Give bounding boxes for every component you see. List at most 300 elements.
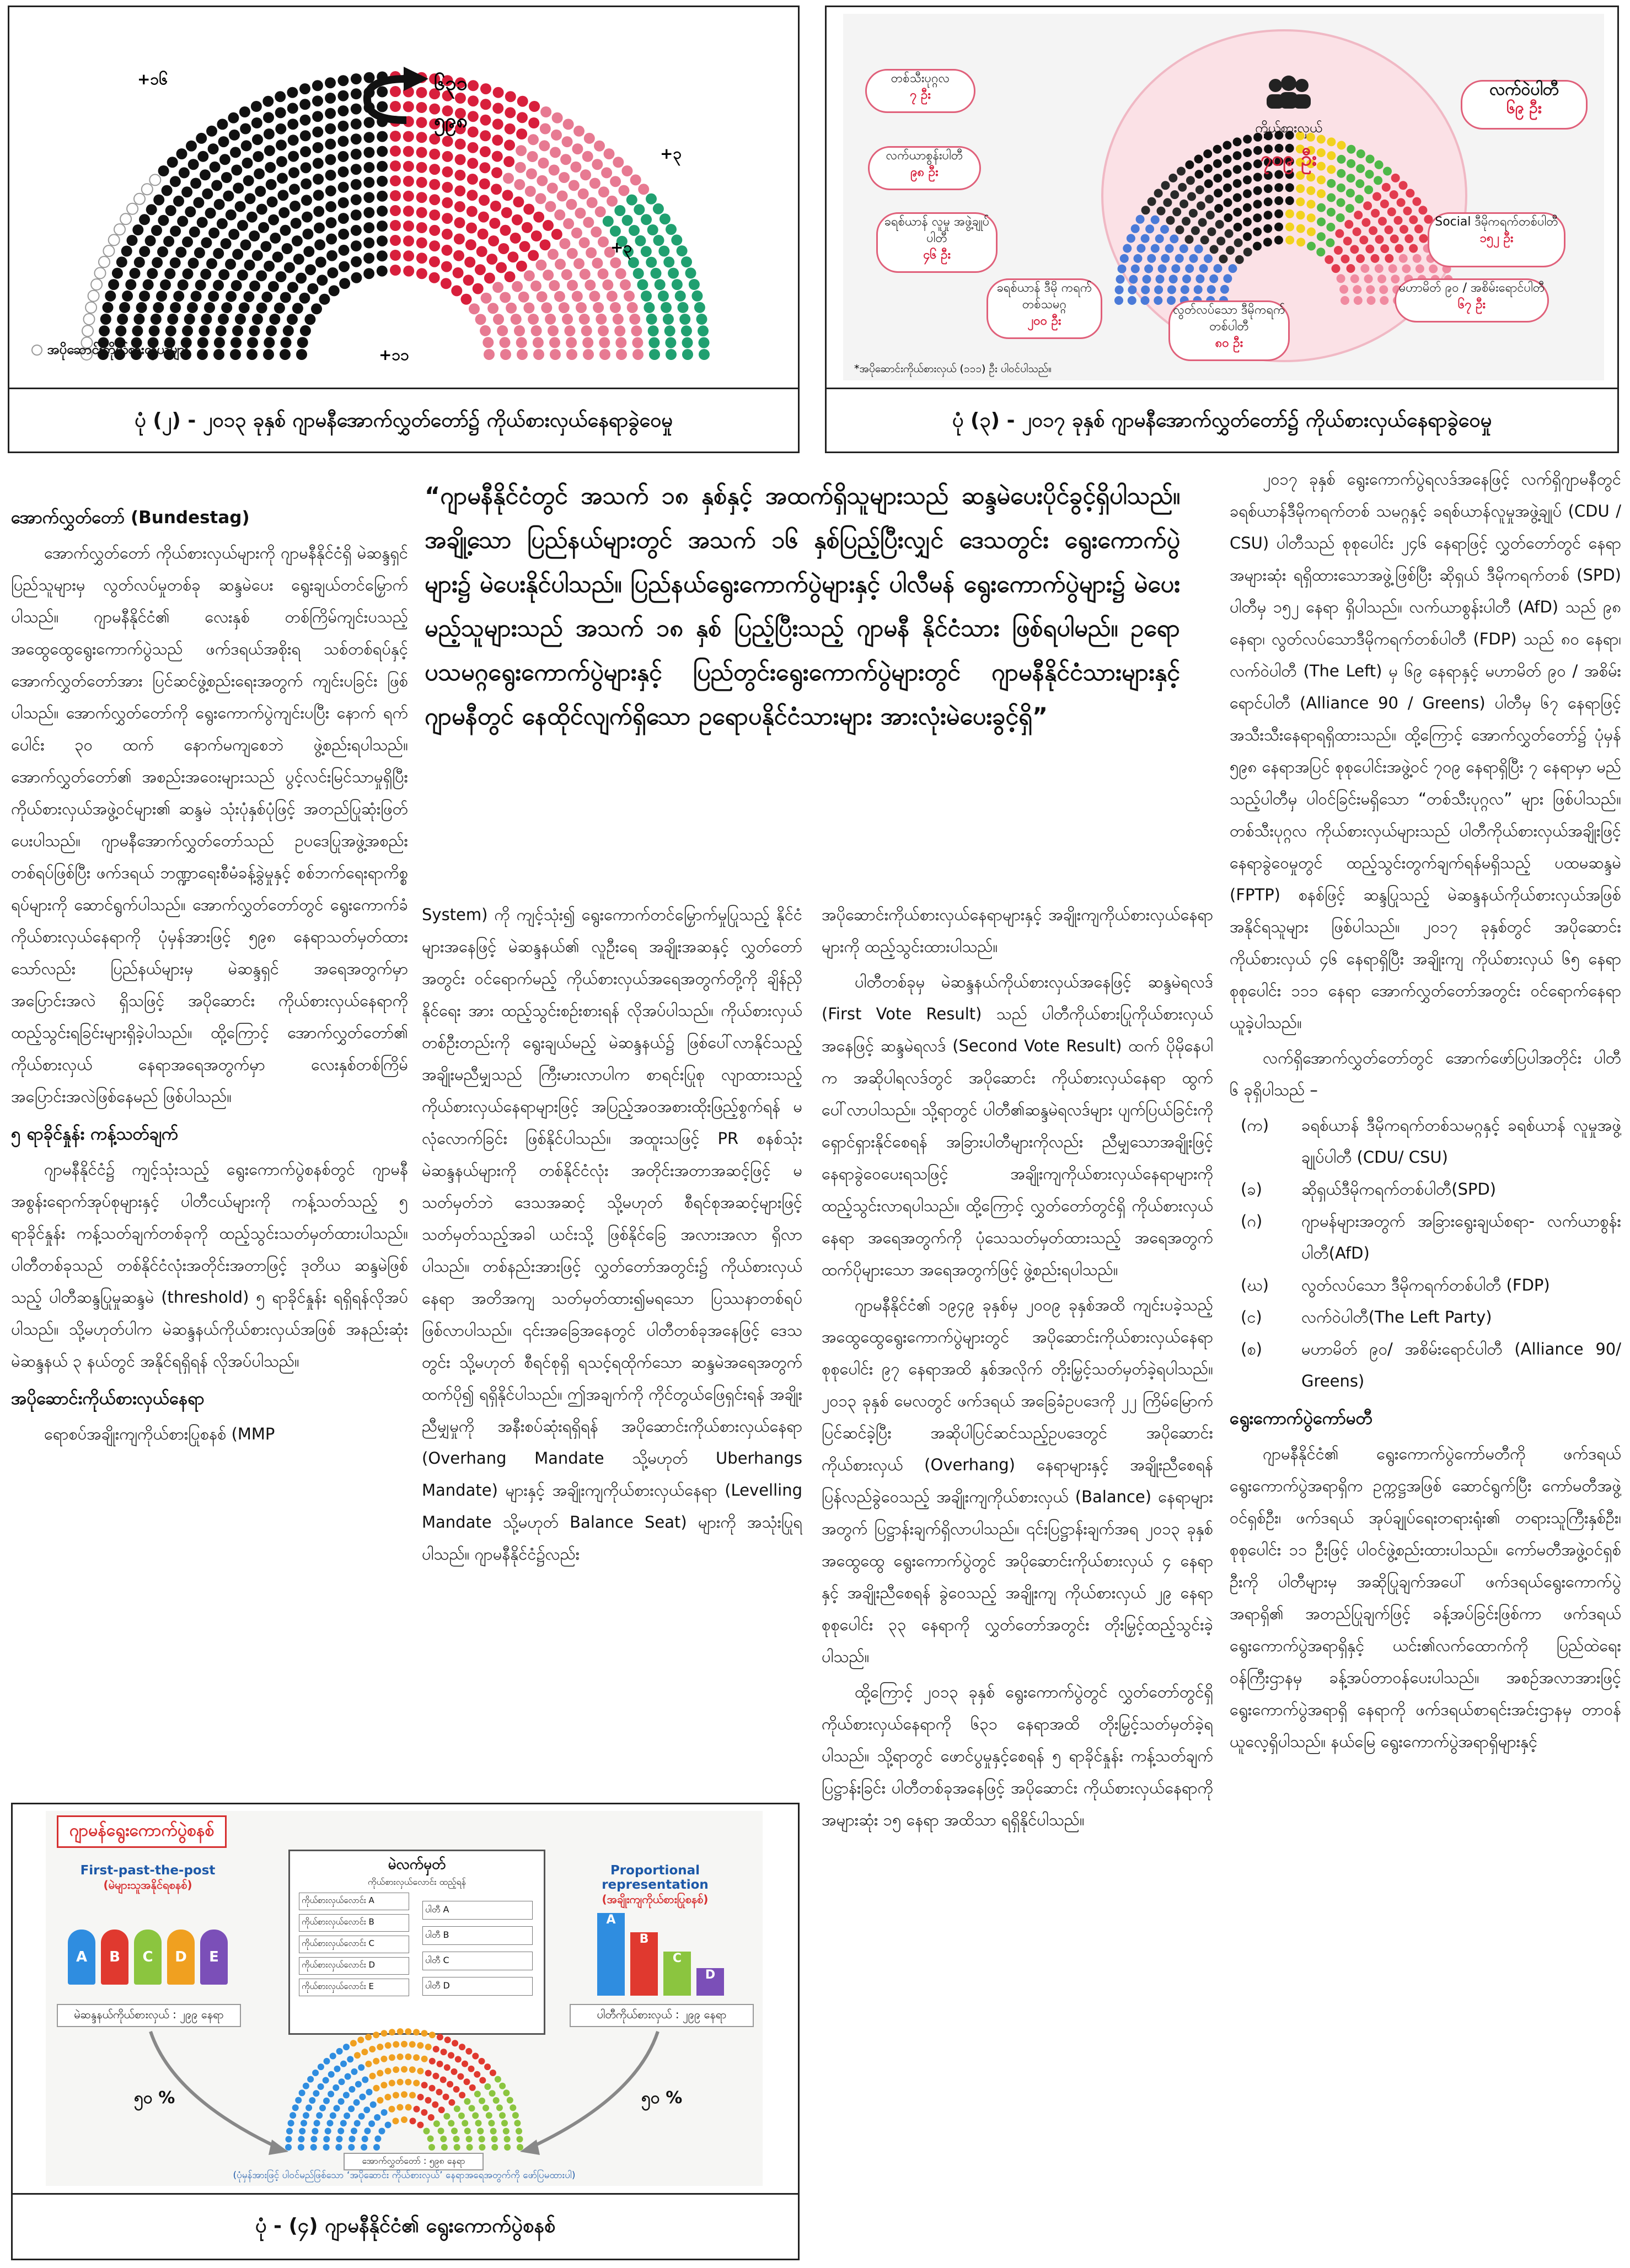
seat-dot	[1263, 224, 1272, 233]
seat-dot	[436, 2089, 443, 2095]
seat-dot	[603, 216, 614, 227]
seat-dot	[377, 2097, 384, 2104]
seat-dot	[616, 349, 627, 360]
figure-3-caption: ပုံ (၃) - ၂၀၁၇ ခုနှစ် ဂျာမနီအောက်လွှတ်တော်၌ ကိုယ်စားလှယ်နေရာခွဲဝေမှု	[952, 409, 1492, 432]
seat-dot	[1414, 224, 1423, 233]
seat-dot	[377, 250, 388, 261]
seat-dot	[1178, 183, 1187, 192]
pr-seats: ပါတီကိုယ်စားလှယ် : ၂၉၉ နေရာ	[570, 2004, 754, 2027]
seat-dot	[1327, 179, 1336, 188]
seat-dot	[416, 132, 427, 143]
seat-dot	[351, 73, 362, 84]
seat-dot	[1317, 175, 1326, 184]
paragraph: ပါတီတစ်ခုမှ မဲဆန္ဒနယ်ကိုယ်စားလှယ်အနေဖြင့် ဆန္ဒမဲရလဒ် (First Vote Result) သည် ပါတီကိုယ်စားပြုကိုယ်စားလှယ်အနေဖြင့် ဆန္ဒမဲရလဒ် (Second Vote Result) ထက် ပိုမိုနေပါက အဆိုပါရလဒ်တွင် အပိုဆောင်း ကိုယ်စားလှယ်နေရာ ထွက်ပေါ်လာပါသည်။ သို့ရာတွင် ပါတီ၏ဆန္ဒမဲရလဒ်များ ပျက်ပြယ်ခြင်းကို ရှောင်ရှားနိုင်စေရန် အခြားပါတီများကိုလည်း ညီမျှသောအချိုးဖြင့် နေရာခွဲဝေပေးရသဖြင့် အချိုးကျကိုယ်စားလှယ်နေရာများကို ထည့်သွင်းလာရပါသည်။ ထို့ကြောင့် လွှတ်တော်တွင်ရှိ ကိုယ်စားလှယ်နေရာ အရေအတွက်ကို ပုံသေသတ်မှတ်ထားသည့် အရေအတွက်ထက်ပိုများသော အရေအတွက်ဖြင့် ဖွဲ့စည်းရပါသည်။	[822, 972, 1213, 1279]
seat-dot	[361, 2049, 368, 2055]
seat-dot	[582, 151, 593, 162]
seat-dot	[592, 159, 603, 170]
seat-dot	[658, 291, 669, 302]
seat-dot	[244, 260, 255, 271]
seat-dot	[252, 250, 263, 261]
seat-dot	[501, 2120, 508, 2126]
seat-dot	[507, 251, 518, 262]
seat-dot	[233, 182, 244, 194]
seat-dot	[429, 272, 440, 283]
ballot-candidate: ကိုယ်စားလှယ်လောင်း C	[299, 1936, 409, 1953]
seat-dot	[280, 225, 291, 236]
seat-dot	[1141, 286, 1150, 294]
paragraph: ၂၀၁၇ ခုနှစ် ရွေးကောက်ပွဲရလဒ်အနေဖြင့် လက်ရှိဂျာမနီတွင် ခရစ်ယာန်ဒီမိုကရက်တစ် သမဂ္ဂနှင့် ခရစ်ယာန်လူမှုအဖွဲ့ချုပ် (CDU / CSU) ပါတီသည် စုစုပေါင်း ၂၄၆ နေရာဖြင့် လွှတ်တော်တွင် နေရာအများဆုံး ရရှိထားသောအဖွဲ့ဖြစ်ပြီး ဆိုရှယ် ဒီမိုကရက်တစ် (SPD) ပါတီမှ ၁၅၂ နေရာ ရှိပါသည်။ လက်ယာစွန်းပါတီ (AfD) သည် ၉၈ နေရာ၊ လွတ်လပ်သောဒီမိုကရက်တစ်ပါတီ (FDP) သည် ၈၀ နေရာ၊ လက်ဝဲပါတီ (The Left) မှ ၆၉ နေရာနှင့် မဟာမိတ် ၉၀ / အစိမ်းရောင်ပါတီ (Alliance 90 / Greens) ပါတီမှ ၆၇ နေရာဖြင့် အသီးသီးနေရာရရှိထားသည်။ ထို့ကြောင့် အောက်လွှတ်တော်၌ ပုံမှန် ၅၉၈ နေရာအပြင် စုစုပေါင်းအဖွဲ့ဝင် ၇၀၉ နေရာရှိပြီး ၇ နေရာမှာ မည်သည့်ပါတီမှ ပါဝင်ခြင်းမရှိသော “တစ်သီးပုဂ္ဂလ” များ ဖြစ်ပါသည်။ တစ်သီးပုဂ္ဂလ ကိုယ်စားလှယ်များသည် ပါတီကိုယ်စားလှယ်အချိုးဖြင့် နေရာခွဲဝေမှုတွင် ထည့်သွင်းတွက်ချက်ရန်မရှိသည့် ပထမဆန္ဒမဲ (FPTP) စနစ်ဖြင့် ဆန္ဒပြုသည့် မဲဆန္ဒနယ်ကိုယ်စားလှယ်အဖြစ် အနိုင်ရသူများ ဖြစ်ပါသည်။ ၂၀၁၇ ခုနှစ်တွင် အပိုဆောင်း ကိုယ်စားလှယ် ၄၆ နေရာရှိပြီး အချိုးကျ ကိုယ်စားလှယ် ၆၅ နေရာ စုစုပေါင်း ၁၁၁ နေရာ အောက်လွှတ်တော်အတွင်း ဝင်ရောက်နေရာယူခဲ့ပါသည်။	[1230, 470, 1621, 1032]
seat-dot	[221, 302, 232, 313]
seat-dot	[433, 2073, 439, 2079]
seat-dot	[429, 225, 440, 236]
total-top: ၆၃၁	[434, 72, 468, 95]
seat-dot	[337, 105, 348, 116]
pill-fdp: လွတ်လပ်သော ဒီမိုကရက်တစ်ပါတီ ၈၀ ဦး	[1168, 300, 1290, 361]
seat-dot	[354, 2120, 361, 2127]
seat-dot	[1344, 220, 1353, 229]
seat-dot	[337, 121, 348, 132]
seat-dot	[567, 280, 578, 291]
seat-dot	[459, 2092, 465, 2098]
seat-dot	[488, 2120, 495, 2126]
seat-dot	[325, 2128, 331, 2135]
seat-dot	[385, 2122, 392, 2129]
seat-dot	[303, 2112, 309, 2119]
seat-dot	[1317, 203, 1326, 212]
seat-dot	[1385, 254, 1393, 263]
seat-dot	[363, 207, 374, 218]
paragraph: ထို့ကြောင့် ၂၀၁၃ ခုနှစ် ရွေးကောက်ပွဲတွင် လွှတ်တော်တွင်ရှိ ကိုယ်စားလှယ်နေရာကို ၆၃၁ နေရာအထိ တိုးမြှင့်သတ်မှတ်ခဲ့ရပါသည်။ သို့ရာတွင် ဖောင်ပွမှုနှင့်စေရန် ၅ ရာခိုင်နှုန်း ကန့်သတ်ချက် ပြဋ္ဌာန်းခြင်း ပါတီတစ်ခုအနေဖြင့် အပိုဆောင်း ကိုယ်စားလှယ်နေရာကို အများဆုံး ၁၅ နေရာ အထိသာ ရရှိနိုင်ပါသည်။	[822, 1683, 1213, 1829]
seat-dot	[429, 209, 440, 221]
seat-dot	[313, 190, 324, 201]
pr-bar-c: C	[663, 1952, 691, 1996]
seat-dot	[1354, 296, 1363, 305]
seat-dot	[1306, 186, 1315, 195]
seat-dot	[533, 212, 544, 223]
seat-dot	[1214, 264, 1222, 273]
seat-dot	[464, 2078, 470, 2085]
seat-dot	[197, 217, 208, 228]
seat-dot	[99, 256, 110, 267]
seat-dot	[189, 227, 200, 238]
seat-dot	[327, 2120, 334, 2126]
seat-dot	[281, 337, 292, 348]
seat-dot	[1243, 162, 1252, 171]
seat-dot	[1400, 225, 1408, 234]
seat-dot	[493, 2097, 500, 2104]
seat-dot	[442, 229, 453, 240]
seat-dot	[410, 2117, 416, 2124]
seat-dot	[403, 131, 414, 142]
column-1	[11, 496, 408, 1786]
seat-dot	[1317, 232, 1326, 241]
seat-dot	[1274, 183, 1283, 192]
seat-dot	[561, 269, 572, 280]
seat-dot	[363, 238, 374, 249]
seat-dot	[348, 2105, 355, 2112]
seat-dot	[638, 184, 649, 195]
seat-dot	[569, 180, 580, 191]
seat-dot	[467, 206, 478, 217]
seat-dot	[1233, 151, 1242, 160]
seat-dot	[1347, 145, 1355, 154]
seat-dot	[1274, 236, 1283, 245]
seat-dot	[598, 186, 609, 197]
seat-dot	[338, 197, 349, 208]
seat-dot	[292, 303, 303, 314]
seat-dot	[1361, 218, 1370, 227]
seat-dot	[506, 303, 517, 314]
seat-dot	[260, 241, 271, 252]
seat-dot	[99, 325, 110, 336]
seat-dot	[284, 262, 295, 273]
seat-dot	[338, 166, 349, 178]
seat-dot	[1158, 264, 1167, 273]
seat-dot	[514, 179, 525, 190]
seat-dot	[1263, 238, 1272, 246]
seat-dot	[323, 2136, 330, 2142]
seat-dot	[1234, 238, 1243, 247]
seat-dot	[646, 257, 657, 268]
seat-dot	[390, 131, 401, 142]
seat-dot	[416, 222, 427, 233]
seat-dot	[393, 2066, 399, 2073]
seat-dot	[503, 2089, 510, 2096]
seat-dot	[545, 201, 556, 212]
seat-dot	[528, 250, 539, 261]
seat-dot	[276, 139, 287, 151]
seat-dot	[517, 112, 528, 123]
seat-dot	[158, 165, 169, 176]
seat-dot	[211, 180, 222, 191]
seat-dot	[1179, 200, 1188, 208]
footnote: *အပိုဆောင်းကိုယ်စားလှယ် (၁၁၁) ဦး ပါဝင်ပါသည်။	[854, 363, 1052, 375]
seat-dot	[599, 337, 610, 348]
seat-dot	[570, 162, 581, 173]
seat-dot	[230, 349, 241, 360]
figure-4-caption: ပုံ - (၄) ဂျာမနီနိုင်ငံ၏ ရွေးကောက်ပွဲစနစ်	[255, 2215, 556, 2237]
center-value: ၇၀၉ ဦး	[1260, 148, 1317, 170]
seat-dot	[1170, 190, 1179, 199]
seat-dot	[351, 209, 362, 221]
seat-dot	[377, 235, 388, 246]
seat-dot	[296, 349, 307, 360]
seat-dot	[338, 229, 349, 240]
seat-dot	[316, 2112, 323, 2119]
seat-dot	[1234, 223, 1242, 232]
seat-dot	[517, 2136, 523, 2142]
seat-dot	[582, 337, 593, 348]
seat-dot	[1165, 244, 1174, 253]
seat-dot	[206, 126, 217, 137]
seat-dot	[325, 93, 336, 104]
seat-dot	[1243, 148, 1252, 157]
seat-dot	[132, 224, 143, 235]
seat-dot	[1264, 211, 1273, 219]
seat-dot	[315, 257, 326, 268]
seat-dot	[1213, 174, 1222, 182]
seat-dot	[480, 83, 491, 94]
seat-dot	[337, 2128, 344, 2135]
seat-mark-green: +၃	[660, 144, 682, 163]
seat-dot	[491, 2144, 498, 2151]
seat-dot	[373, 2031, 379, 2038]
candidate-d-icon: D	[167, 1930, 195, 1985]
seat-dot	[405, 2079, 411, 2086]
seat-dot	[1327, 194, 1336, 202]
seat-dot	[1155, 234, 1164, 243]
seat-dot	[377, 146, 388, 157]
seat-dot	[457, 2073, 464, 2080]
seat-dot	[1215, 220, 1224, 229]
seat-dot	[478, 212, 489, 223]
seat-dot	[393, 2092, 399, 2099]
seat-dot	[1116, 275, 1125, 284]
seat-dot	[668, 268, 679, 279]
seat-dot	[1222, 141, 1231, 150]
seat-dot	[1380, 244, 1389, 253]
seat-dot	[421, 2056, 428, 2062]
fptp-seats: မဲဆန္ဒနယ်ကိုယ်စားလှယ် : ၂၉၉ နေရာ	[57, 2004, 241, 2027]
seat-dot	[1364, 275, 1373, 283]
seat-dot	[514, 2120, 521, 2126]
seat-dot	[194, 248, 205, 259]
seat-dot	[380, 2056, 387, 2062]
seat-dot	[239, 106, 250, 117]
seat-dot	[325, 170, 336, 181]
percent-left: ၅၀ %	[134, 2088, 175, 2108]
seat-dot	[633, 268, 644, 279]
seat-dot	[221, 172, 232, 183]
seat-dot	[504, 2136, 511, 2142]
seat-dot	[447, 2081, 453, 2088]
seat-dot	[1397, 198, 1406, 207]
seat-dot	[1154, 286, 1163, 294]
seat-dot	[533, 337, 544, 348]
seat-dot	[403, 266, 414, 277]
seat-dot	[429, 2031, 436, 2038]
seat-dot	[330, 2053, 336, 2060]
seat-dot	[416, 252, 427, 264]
seat-dot	[264, 145, 275, 156]
seat-dot	[175, 247, 186, 258]
seat-dot	[390, 190, 401, 201]
seat-dot	[1274, 196, 1283, 205]
seat-dot	[1141, 234, 1150, 243]
seat-dot	[363, 252, 374, 264]
seat-dot	[377, 131, 388, 142]
seat-dot	[115, 325, 126, 336]
seat-dot	[1171, 264, 1180, 273]
seat-dot	[549, 280, 560, 291]
seat-dot	[472, 2053, 479, 2060]
seat-dot	[550, 147, 561, 158]
seat-dot	[195, 280, 206, 291]
seat-dot	[589, 178, 600, 189]
seat-dot	[1204, 179, 1213, 188]
seat-dot	[579, 237, 590, 248]
seat-dot	[237, 220, 248, 231]
seat-dot	[591, 227, 602, 238]
seat-dot	[285, 2144, 292, 2151]
seat-dot	[503, 2128, 510, 2135]
seat-dot	[193, 197, 204, 208]
seat-dot	[1296, 171, 1305, 180]
seat-dot	[416, 162, 427, 173]
seat-dot	[575, 208, 586, 219]
seat-dot	[325, 138, 336, 149]
seat-dot	[1345, 204, 1354, 213]
seat-dot	[368, 2120, 375, 2127]
seat-dot	[235, 201, 246, 212]
seat-dot	[351, 149, 362, 160]
seat-dot	[1327, 137, 1336, 146]
seat-dot	[1169, 275, 1178, 283]
seat-dot	[163, 236, 174, 247]
heading-overhang: အပိုဆောင်းကိုယ်စားလှယ်နေရာ	[11, 1389, 205, 1409]
seat-dot	[514, 325, 525, 336]
seat-dot	[287, 87, 298, 98]
seat-dot	[437, 2061, 443, 2067]
seat-dot	[299, 83, 310, 94]
seat-dot	[312, 111, 323, 122]
seat-dot	[312, 126, 323, 137]
seat-dot	[1365, 170, 1374, 179]
seat-dot	[417, 2068, 423, 2074]
seat-dot	[242, 158, 253, 169]
seat-dot	[1353, 285, 1361, 294]
seat-dot	[503, 156, 514, 167]
seat-dot	[1335, 229, 1344, 238]
seat-dot	[390, 160, 401, 171]
seat-dot	[1185, 264, 1194, 273]
seat-dot	[459, 2044, 465, 2050]
seat-dot	[1369, 226, 1377, 235]
seat-dot	[548, 249, 559, 260]
seat-dot	[114, 224, 125, 235]
seat-dot	[651, 268, 662, 279]
seat-dot	[476, 246, 487, 257]
seat-dot	[1399, 181, 1408, 190]
seat-dot	[543, 220, 554, 231]
seat-dot	[1317, 148, 1326, 157]
seat-dot	[602, 280, 613, 291]
seat-dot	[689, 279, 700, 290]
seat-dot	[1151, 244, 1160, 253]
seat-dot	[632, 349, 644, 360]
seat-dot	[305, 264, 316, 275]
pr-bar-b: B	[630, 1932, 658, 1996]
seat-dot	[467, 2144, 473, 2151]
seat-dot	[390, 175, 401, 186]
seat-dot	[1148, 197, 1156, 206]
seat-dot	[200, 268, 211, 280]
seat-dot	[190, 178, 201, 189]
seat-dot	[1404, 234, 1413, 243]
seat-dot	[1219, 255, 1228, 264]
seat-dot	[369, 2046, 376, 2052]
seat-dot	[443, 2094, 449, 2100]
seat-dot	[210, 162, 221, 173]
seat-dot	[629, 225, 640, 236]
seat-dot	[340, 2120, 347, 2126]
seat-dot	[613, 157, 624, 168]
seat-dot	[397, 2079, 404, 2086]
seat-dot	[1203, 149, 1212, 158]
seat-dot	[681, 325, 692, 336]
seat-dot	[1207, 285, 1216, 294]
seat-dot	[464, 2098, 470, 2105]
seat-dot	[381, 2030, 388, 2036]
seat-dot	[1274, 170, 1283, 179]
seat-dot	[143, 279, 154, 290]
seat-dot	[127, 235, 138, 246]
seat-dot	[268, 281, 279, 292]
seat-dot	[355, 2081, 362, 2088]
seat-dot	[109, 234, 120, 245]
seat-dot	[350, 2040, 357, 2046]
seat-dot	[289, 2112, 296, 2119]
paragraph: ဂျာမနီနိုင်ငံ၏ ရွေးကောက်ပွဲကော်မတီကို ဖက်ဒရယ်ရွေးကောက်ပွဲအရာရှိက ဥက္ကဋ္ဌအဖြစ် ဆောင်ရွက်ပြီး ကော်မတီအဖွဲ့ဝင်ရှစ်ဦး၊ ဖက်ဒရယ် အုပ်ချုပ်ရေးတရားရုံး၏ တရားသူကြီးနှစ်ဦး၊ စုစုပေါင်း ၁၁ ဦးဖြင့် ပါဝင်ဖွဲ့စည်းထားပါသည်။ ကော်မတီအဖွဲ့ဝင်ရှစ်ဦးကို ပါတီများမှ အဆိုပြုချက်အပေါ် ဖက်ဒရယ်ရွေးကောက်ပွဲအရာရှိ၏ အတည်ပြုချက်ဖြင့် ခန့်အပ်ခြင်းဖြစ်ကာ ဖက်ဒရယ် ရွေးကောက်ပွဲအရာရှိနှင့် ယင်း၏လက်ထောက်ကို ပြည်ထဲရေးဝန်ကြီးဌာနမှ ခန့်အပ်တာဝန်ပေးပါသည်။ အစဉ်အလာအားဖြင့် ရွေးကောက်ပွဲအရာရှိ နေရာကို ဖက်ဒရယ်စာရင်းအင်းဌာနမှ တာဝန်ယူလေ့ရှိပါသည်။ နယ်မြေ ရွေးကောက်ပွဲအရာရှိများနှင့်	[1230, 1444, 1621, 1751]
seat-dot	[240, 239, 251, 250]
seat-dot	[441, 261, 452, 272]
paragraph: ဂျာမနီနိုင်ငံ၏ ၁၉၄၉ ခုနှစ်မှ ၂၀၀၉ ခုနှစ်အထိ ကျင်းပခဲ့သည့် အထွေထွေရွေးကောက်ပွဲများတွင် အပိုဆောင်းကိုယ်စားလှယ်နေရာ စုစုပေါင်း ၉၇ နေရာအထိ နှစ်အလိုက် တိုးမြှင့်သတ်မှတ်ခဲ့ရပါသည်။ ၂၀၁၃ ခုနှစ် မေလတွင် ဖက်ဒရယ် အခြေခံဥပဒေကို ၂၂ ကြိမ်မြောက် ပြင်ဆင်ခဲ့ပြီး အဆိုပါပြင်ဆင်သည့်ဥပဒေတွင် အပိုဆောင်း ကိုယ်စားလှယ် (Overhang) နေရာများနှင့် အချိုးညီစေရန် ပြန်လည်ခွဲဝေသည့် အချိုးကျကိုယ်စားလှယ် (Balance) နေရာများအတွက် ပြဋ္ဌာန်းချက်ရှိလာပါသည်။ ၎င်းပြဋ္ဌာန်းချက်အရ ၂၀၁၃ ခုနှစ် အထွေထွေ ရွေးကောက်ပွဲတွင် အပိုဆောင်းကိုယ်စားလှယ် ၄ နေရာနှင့် အချိုးညီစေရန် ခွဲဝေသည့် အချိုးကျ ကိုယ်စားလှယ် ၂၉ နေရာ စုစုပေါင်း ၃၃ နေရာကို လွှတ်တော်အတွင်း တိုးမြှင့်ထည့်သွင်းခဲ့ပါသည်။	[822, 1296, 1213, 1666]
pill-greens: မဟာမိတ် ၉၀ / အစိမ်းရောင်ပါတီ ၆၇ ဦး	[1395, 278, 1549, 323]
seat-dot	[333, 2084, 339, 2091]
seat-dot	[309, 2097, 315, 2104]
seat-dot	[335, 2144, 342, 2151]
list-item: (ဂ) ဂျာမန်များအတွက် အခြားရွေးချယ်စရာ- လက်ယာစွန်းပါတီ(AfD)	[1241, 1212, 1621, 1262]
seat-dot	[218, 136, 229, 147]
seat-dot	[363, 162, 374, 173]
seat-dot	[344, 2113, 350, 2119]
seat-dot	[351, 225, 362, 236]
seat-dot	[442, 245, 453, 256]
seat-dot	[540, 239, 551, 250]
seat-dot	[213, 280, 224, 291]
seat-dot	[1233, 165, 1242, 174]
seat-dot	[213, 349, 224, 360]
seat-dot	[377, 191, 388, 202]
seat-dot	[453, 250, 464, 261]
seat-dot	[658, 246, 669, 257]
seat-dot	[1375, 160, 1384, 169]
seat-dot	[380, 2082, 387, 2088]
seat-dot	[1409, 244, 1418, 253]
seat-dot	[170, 302, 181, 313]
paragraph: အောက်လွှတ်တော် ကိုယ်စားလှယ်များကို ဂျာမနီနိုင်ငံရှိ မဲဆန္ဒရှင်ပြည်သူများမှ လွတ်လပ်မှုတစ်ခု ဆန္ဒမဲပေး ရွေးချယ်တင်မြှောက်ပါသည်။ ဂျာမနီနိုင်ငံ၏ လေးနှစ် တစ်ကြိမ်ကျင်းပသည့် အထွေထွေရွေးကောက်ပွဲသည် ဖက်ဒရယ်အစိုးရ သစ်တစ်ရပ်နှင့် အောက်လွှတ်တော်အား ပြင်ဆင်ဖွဲ့စည်းရေးအတွက် ကျင်းပခြင်း ဖြစ်ပါသည်။ အောက်လွှတ်တော်ကို ရွေးကောက်ပွဲကျင်းပပြီး နောက် ရက်ပေါင်း ၃၀ ထက် နောက်မကျစေဘဲ ဖွဲ့စည်းရပါသည်။ အောက်လွှတ်တော်၏ အစည်းအဝေးများသည် ပွင့်လင်းမြင်သာမှုရှိပြီး ကိုယ်စားလှယ်အဖွဲ့ဝင်များ၏ ဆန္ဒမဲ သုံးပုံနှစ်ပုံဖြင့် အတည်ပြုဆုံးဖြတ်ပေးပါသည်။ ဂျာမနီအောက်လွှတ်တော်သည် ဥပဒေပြုအဖွဲ့အစည်းတစ်ရပ်ဖြစ်ပြီး ဖက်ဒရယ် ဘဏ္ဍာရေးစီမံခန့်ခွဲမှုနှင့် စစ်ဘက်ရေးရာကိစ္စရပ်များကို ဆောင်ရွက်ပါသည်။ အောက်လွှတ်တော်တွင် ရွေးကောက်ခံကိုယ်စားလှယ်နေရာကို ပုံမှန်အားဖြင့် ၅၉၈ နေရာသတ်မှတ်ထားသော်လည်း ပြည်နယ်များမှ မဲဆန္ဒရှင် အရေအတွက်မှာ အပြောင်းအလဲ ရှိသဖြင့် အပိုဆောင်း ကိုယ်စားလှယ်နေရာကို ထည့်သွင်းရခြင်းများရှိခဲ့ပါသည်။ ထို့ကြောင့် အောက်လွှတ်တော်၏ ကိုယ်စားလှယ် နေရာအရေအတွက်မှာ လေးနှစ်တစ်ကြိမ် အပြောင်းအလဲဖြစ်နေမည် ဖြစ်ပါသည်။	[11, 544, 408, 1106]
seat-dot	[630, 174, 641, 185]
seat-dot	[580, 169, 591, 180]
seat-dot	[348, 2144, 355, 2151]
seat-dot	[369, 2073, 376, 2079]
seat-dot	[167, 314, 178, 325]
seat-dot	[245, 193, 256, 204]
seat-dot	[466, 223, 477, 234]
seat-dot	[417, 2042, 423, 2049]
seat-dot	[484, 273, 495, 284]
seat-dot	[119, 302, 130, 313]
seat-dot	[1185, 235, 1194, 244]
center-label: ကိုယ်စားလှယ်	[1254, 120, 1323, 136]
seat-dot	[351, 119, 362, 130]
seat-dot	[390, 86, 401, 97]
seat-dot	[121, 246, 132, 257]
seat-dot	[270, 233, 281, 244]
seat-dot	[448, 2099, 455, 2106]
seat-dot	[1141, 206, 1150, 214]
seat-dot	[1170, 234, 1178, 243]
